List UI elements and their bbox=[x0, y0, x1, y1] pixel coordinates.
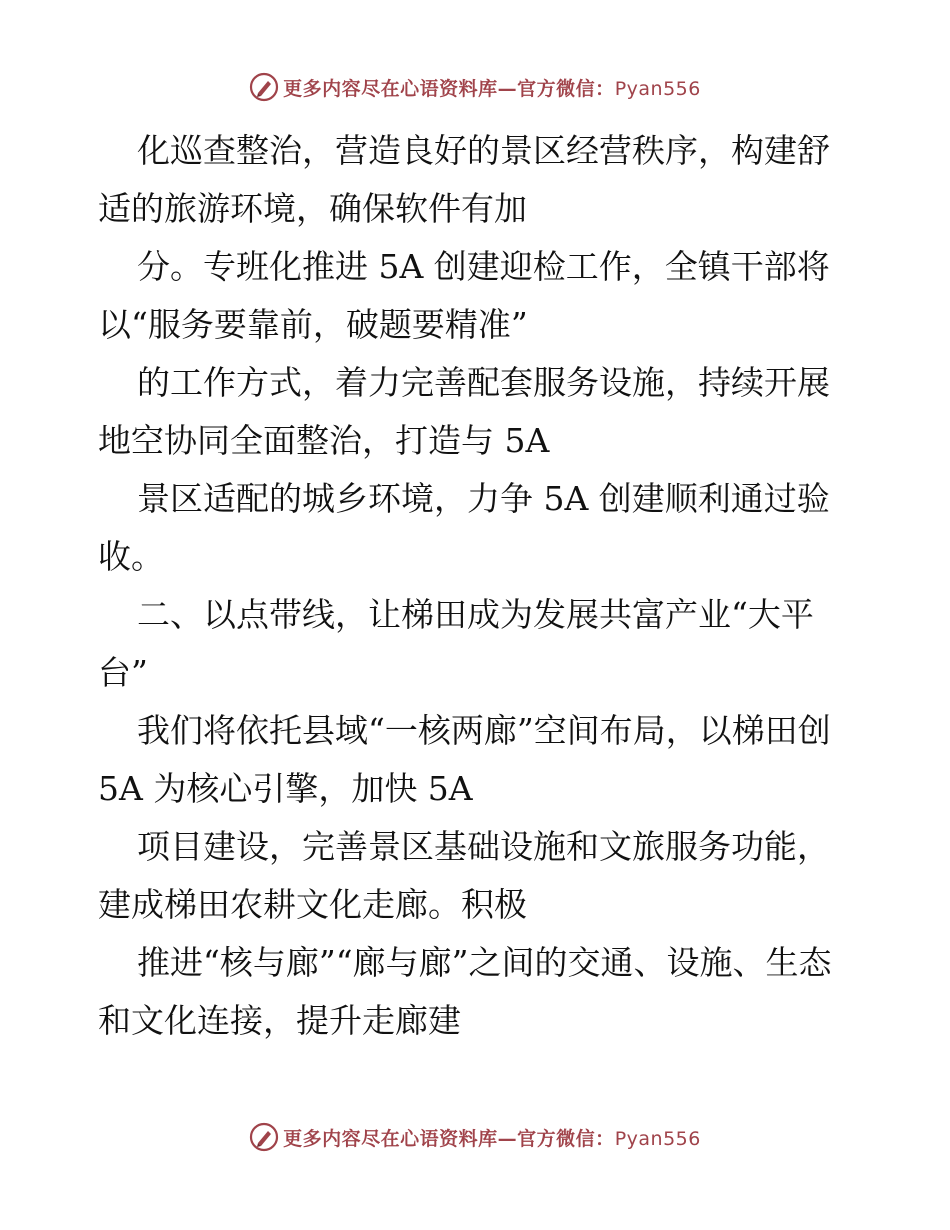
logo-icon bbox=[249, 72, 279, 102]
paragraph: 项目建设，完善景区基础设施和文旅服务功能，建成梯田农耕文化走廊。积极 bbox=[98, 827, 830, 924]
paragraph: 我们将依托县域“一核两廊”空间布局，以梯田创 5A 为核心引擎，加快 5A bbox=[98, 711, 831, 808]
watermark-text: 更多内容尽在心语资料库—官方微信：Pyan556 bbox=[283, 77, 701, 100]
logo-icon bbox=[249, 1122, 279, 1152]
section-heading: 二、以点带线，让梯田成为发展共富产业“大平台” bbox=[98, 595, 814, 692]
paragraph: 化巡查整治，营造良好的景区经营秩序，构建舒适的旅游环境，确保软件有加 bbox=[98, 131, 830, 228]
paragraph: 景区适配的城乡环境，力争 5A 创建顺利通过验收。 bbox=[98, 479, 830, 576]
paragraph: 推进“核与廊”“廊与廊”之间的交通、设施、生态和文化连接，提升走廊建 bbox=[98, 943, 832, 1040]
document-body bbox=[98, 122, 858, 1050]
header-watermark bbox=[0, 72, 950, 102]
footer-watermark bbox=[0, 1122, 950, 1152]
watermark-text: 更多内容尽在心语资料库—官方微信：Pyan556 bbox=[283, 1127, 701, 1150]
paragraph: 的工作方式，着力完善配套服务设施，持续开展地空协同全面整治，打造与 5A bbox=[98, 363, 830, 460]
paragraph: 分。专班化推进 5A 创建迎检工作，全镇干部将以“服务要靠前，破题要精准” bbox=[98, 247, 830, 344]
